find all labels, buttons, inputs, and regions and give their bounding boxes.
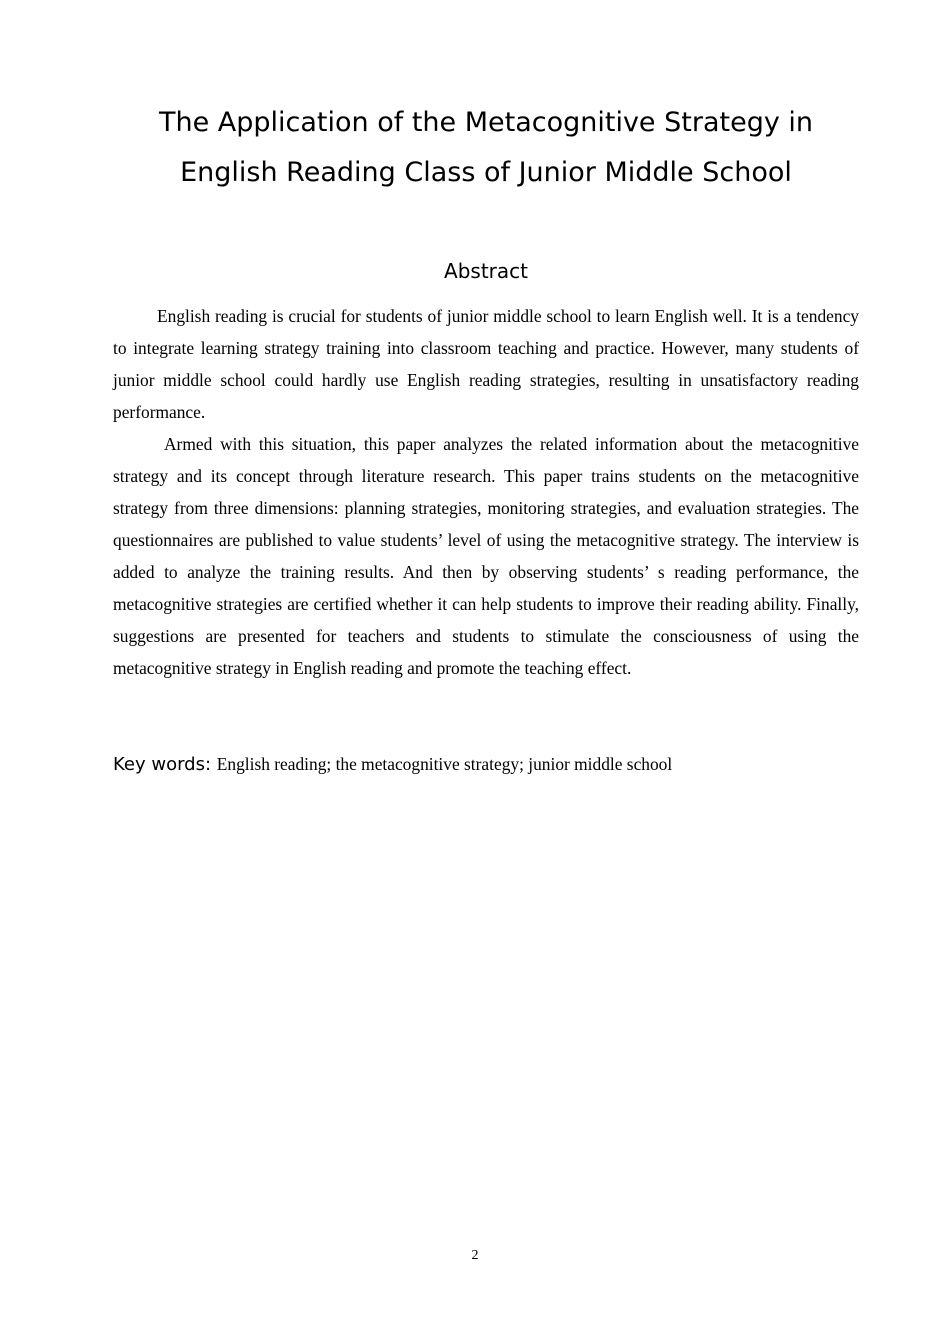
abstract-body	[113, 300, 859, 684]
keywords-text: English reading; the metacognitive strategy; junior middle school	[216, 754, 673, 774]
page-number: 2	[471, 1248, 479, 1263]
paper-title-line-1: The Application of the Metacognitive Strategy in	[158, 107, 814, 138]
paper-title	[100, 98, 872, 198]
keywords-label: Key words:	[113, 754, 217, 775]
abstract-paragraph-2: Armed with this situation, this paper analyzes the related information about the metacognitive strategy and its concept through literature research. This paper trains students on the metacognitive strategy from three dimensions: planning strategies, monitoring strategies, and evaluation strategies. The questionnaires are published to value students’ level of using the metacognitive strategy. The interview is added to analyze the training results. And then by observing students’ s reading performance, the metacognitive strategies are certified whether it can help students to improve their reading ability. Finally, suggestions are presented for teachers and students to stimulate the consciousness of using the metacognitive strategy in English reading and promote the teaching effect.	[113, 434, 859, 678]
abstract-heading: Abstract	[444, 259, 528, 283]
keywords-line	[113, 748, 859, 782]
paper-title-line-2: English Reading Class of Junior Middle School	[180, 157, 792, 188]
abstract-paragraph-1: English reading is crucial for students of junior middle school to learn English well. It is a tendency to integrate learning strategy training into classroom teaching and practice. However, many students of junior middle school could hardly use English reading strategies, resulting in unsatisfactory reading performance.	[113, 306, 859, 422]
